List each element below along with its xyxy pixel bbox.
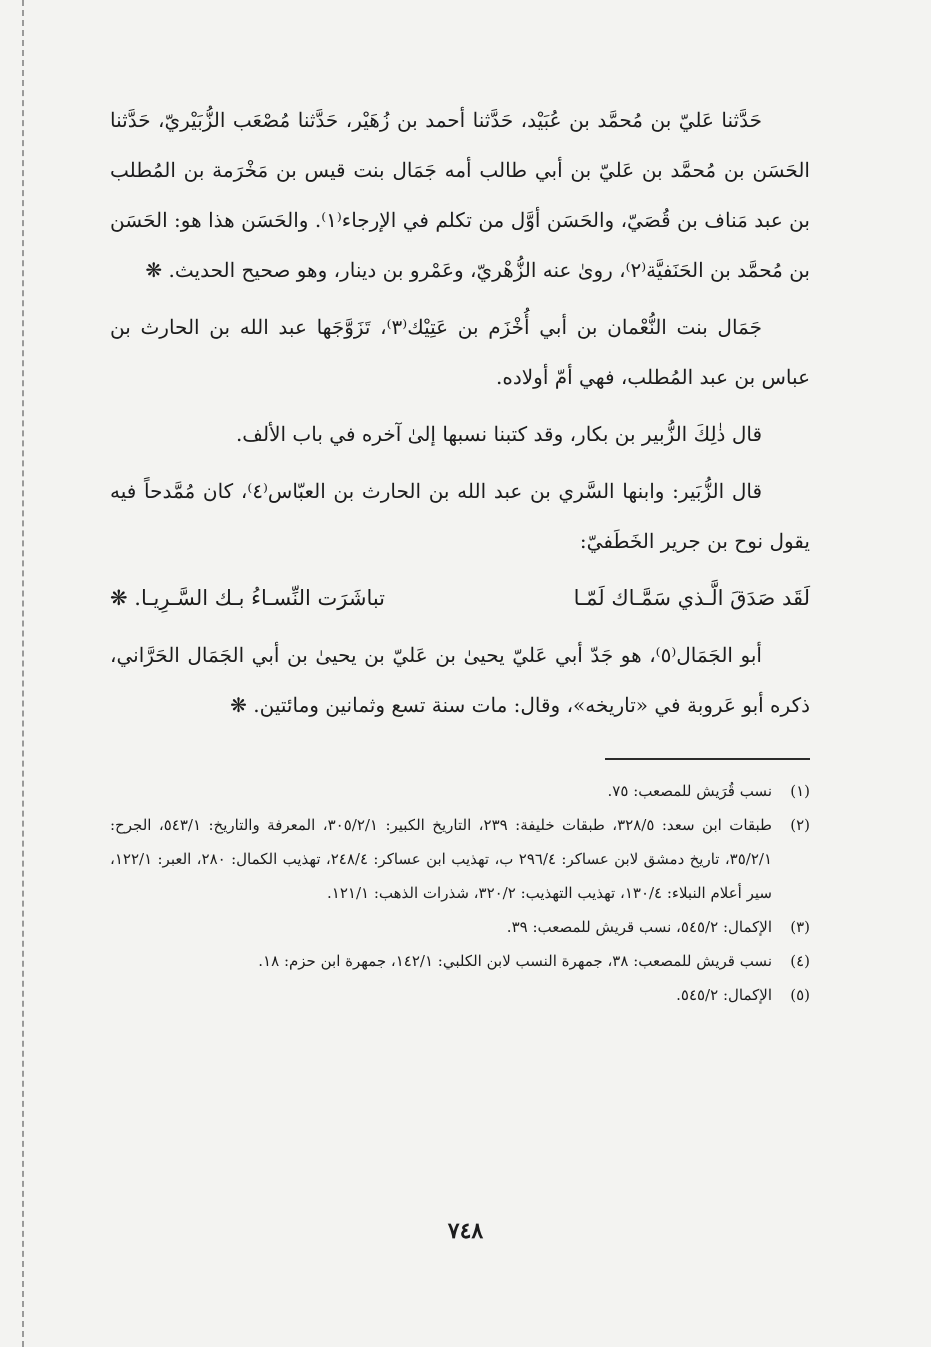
paragraph-4: قال الزُّبَير: وابنها السَّري بن عبد الله بن الحارث بن العبّاس⁽٤⁾، كان مُمَّدحاً فيه يقول نوح بن جرير الخَطَفيّ: [110, 479, 810, 553]
footnote-3 [110, 910, 810, 944]
footnote-text: طبقات ابن سعد: ٣٢٨/٥، طبقات خليفة: ٢٣٩، التاريخ الكبير: ٣٠٥/٢/١، المعرفة والتاريخ: ٥٤٣/١، الجرح: ٣٥/٢/١، تاريخ دمشق لابن عساكر: ٢٩٦/٤ ب، تهذيب ابن عساكر: ٢٤٨/٤، تهذيب الكمال: ٢٨٠، العبر: ١٢٢/١، سير أعلام النبلاء: ١٣٠/٤، تهذيب التهذيب: ٣٢٠/٢، شذرات الذهب: ١٢١/١. [110, 816, 773, 902]
footnote-number: (٥) [790, 986, 810, 1004]
footnote-1 [110, 774, 810, 808]
footnote-2 [110, 808, 810, 910]
footnotes [110, 774, 810, 1012]
verse-second-hemistich: تباشَرَت النِّسـاءُ بـك السَّـرِيـا. ❋ [110, 586, 386, 610]
footnote-number: (٣) [790, 918, 810, 936]
footnote-number: (٤) [790, 952, 810, 970]
footnote-text: الإكمال: ٥٤٥/٢. [676, 986, 772, 1004]
footnote-number: (١) [790, 782, 810, 800]
paragraph-5: أبو الجَمَال⁽٥⁾، هو جَدّ أبي عَليّ يحيىٰ بن عَليّ بن يحيىٰ بن أبي الجَمَال الحَرَّاني، ذكره أبو عَروبة في «تاريخه»، وقال: مات سنة تسع وثمانين ومائتين. ❋ [110, 643, 810, 717]
footnote-text: نسب قريش للمصعب: ٣٨، جمهرة النسب لابن الكلبي: ١٤٢/١، جمهرة ابن حزم: ١٨. [258, 952, 772, 970]
verse-first-hemistich: لَقَد صَدَقَ الَّـذي سَمَّـاك لَمّـا [573, 586, 810, 610]
footnote-number: (٢) [790, 816, 810, 834]
poem-verse [110, 573, 810, 623]
footnote-4 [110, 944, 810, 978]
footnote-text: نسب قُرَيش للمصعب: ٧٥. [607, 782, 772, 800]
paragraph-3: قال ذٰلِكَ الزُّبير بن بكار، وقد كتبنا نسبها إلىٰ آخره في باب الألف. [235, 422, 762, 446]
page-number: ٧٤٨ [447, 1218, 484, 1244]
scan-edge-line [22, 0, 24, 1347]
footnote-5 [110, 978, 810, 1012]
paragraph-2: جَمَال بنت النُّعْمان بن أبي أُخْزَم بن عَتِيْك⁽٣⁾، تَزَوَّجَها عبد الله بن الحارث بن عباس بن عبد المُطلب، فهي أمّ أولاده. [110, 315, 810, 389]
main-text [110, 95, 810, 730]
page-body [110, 95, 810, 1012]
paragraph-1: حَدَّثنا عَليّ بن مُحمَّد بن عُبَيْد، حَدَّثنا أحمد بن زُهَيْر، حَدَّثنا مُصْعَب الزُّبَيْريّ، حَدَّثنا الحَسَن بن مُحمَّد بن عَليّ بن أبي طالب أمه جَمَال بنت قيس بن مَخْرَمة بن المُطلب بن عبد مَناف بن قُصَيّ، والحَسَن أوَّل من تكلم في الإرجاء⁽١⁾. والحَسَن هذا هو: الحَسَن بن مُحمَّد بن الحَنَفيَّة⁽٢⁾، روىٰ عنه الزُّهْريّ، وعَمْرو بن دينار، وهو صحيح الحديث. ❋ [110, 108, 810, 282]
footnote-separator [605, 758, 810, 760]
footnote-text: الإكمال: ٥٤٥/٢، نسب قريش للمصعب: ٣٩. [506, 918, 772, 936]
